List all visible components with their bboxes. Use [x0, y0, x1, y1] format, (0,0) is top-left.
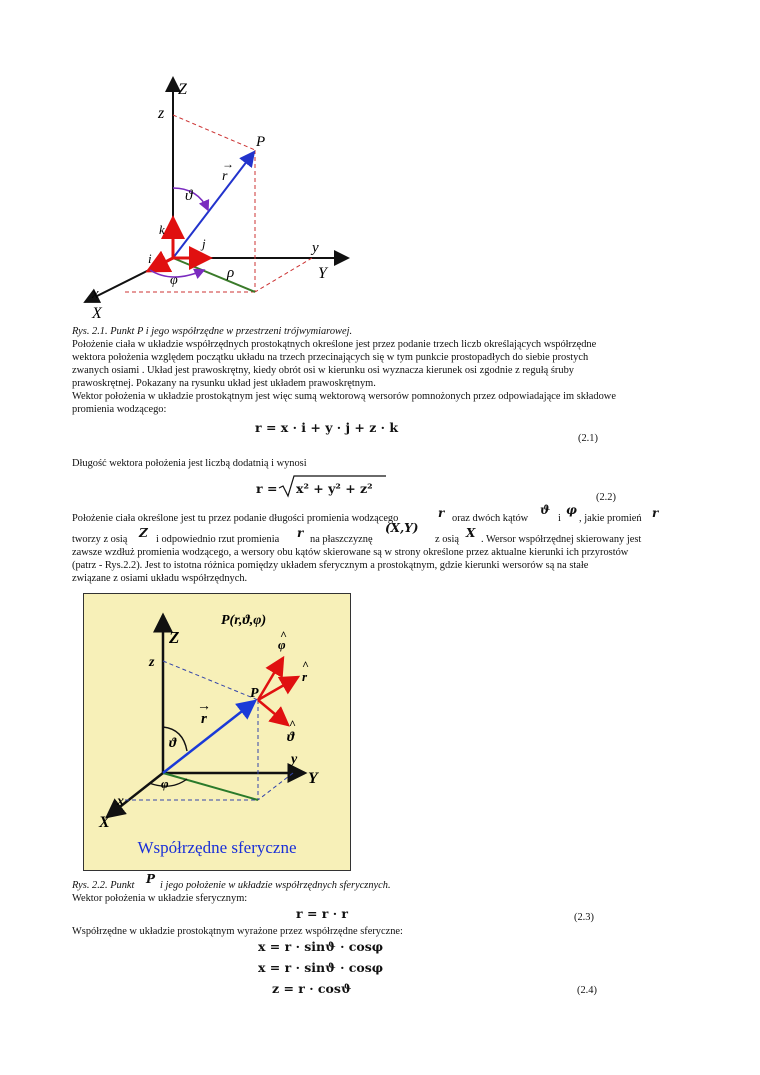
X-label: X: [99, 814, 110, 831]
symbol-phi: φ: [566, 503, 577, 517]
rho-label: ρ: [227, 265, 235, 281]
equation-2-3: r = r · r: [296, 906, 348, 921]
y-label: y: [291, 752, 298, 767]
equation-2-2-lhs: r =: [256, 481, 278, 496]
paragraph-line: Położenie ciała określone jest tu przez podanie długości promienia wodzącego: [72, 513, 399, 524]
figure-caption-2-1: Rys. 2.1. Punkt P i jego współrzędne w przestrzeni trójwymiarowej.: [72, 326, 353, 337]
x-label: x: [117, 794, 124, 809]
svg-text:^: ^: [289, 717, 296, 731]
phi-label: φ: [170, 273, 178, 288]
symbol-r: r: [652, 506, 659, 520]
Z-label: Z: [178, 81, 187, 98]
equation-2-4-line2: x = r · sinϑ · cosφ: [258, 960, 384, 975]
symbol-X: X: [466, 526, 476, 540]
equation-number: (2.4): [577, 985, 597, 996]
figure-title: P(r,ϑ,φ): [221, 613, 267, 628]
equation-2-4-line1: x = r · sinϑ · cosφ: [258, 939, 384, 954]
paragraph-fragment: . Wersor współrzędnej skierowany jest: [481, 534, 642, 545]
equation-number: (2.2): [596, 492, 616, 503]
paragraph-fragment: i: [558, 513, 561, 524]
i-unit-vector: [148, 258, 173, 271]
theta-label: ϑ: [169, 736, 177, 751]
i-label: i: [148, 251, 152, 266]
paragraph-fragment: z osią: [435, 534, 459, 545]
paragraph-line: (patrz - Rys.2.2). Jest to istotna różnica pomiędzy układem sferycznym a prostokątnym, gdzie kierunki wersorów są na stałe: [72, 560, 589, 571]
theta-hat-label: ϑ: [287, 730, 295, 745]
paragraph-line: Długość wektora położenia jest liczbą dodatnią i wynosi: [72, 458, 307, 469]
symbol-P: P: [146, 872, 156, 886]
P-label: P: [250, 686, 259, 701]
symbol-XY-plane: (X,Y): [385, 521, 419, 535]
Z-label: Z: [169, 628, 180, 647]
phi-label: φ: [161, 776, 169, 791]
equation-2-2-radicand: x² + y² + z²: [296, 481, 373, 496]
paragraph-line: wektora położenia względem początku układu na trzech przecinających się w tym punkcie prostopadłych do siebie prostych: [72, 352, 589, 363]
svg-text:^: ^: [280, 628, 287, 642]
figure-caption-2-2-rest: i jego położenie w układzie współrzędnych sferycznych.: [160, 880, 391, 891]
Y-label: Y: [308, 770, 318, 787]
equation-number: (2.3): [574, 912, 594, 923]
r-vector: [173, 152, 254, 258]
symbol-r: r: [438, 506, 445, 520]
X-label: X: [92, 305, 102, 322]
paragraph-line: prawoskrętnej. Pokazany na rysunku układ jest układem prawoskrętnym.: [72, 378, 376, 389]
svg-text:→: →: [197, 699, 211, 714]
theta-label: ϑ: [185, 188, 193, 204]
svg-text:^: ^: [302, 658, 309, 672]
paragraph-line: Współrzędne w układzie prostokątnym wyrażone przez współrzędne sferyczne:: [72, 926, 403, 937]
paragraph-fragment: , jakie promień: [579, 513, 642, 524]
figure-caption-2-2: Rys. 2.2. Punkt: [72, 880, 135, 891]
x-label: x: [92, 286, 99, 302]
z-label: z: [158, 105, 165, 122]
paragraph-line: Wektor położenia w układzie sferycznym:: [72, 893, 248, 904]
paragraph-line: związane z osiami układu współrzędnych.: [72, 573, 248, 584]
equation-2-1: r = x · i + y · j + z · k: [255, 420, 399, 435]
j-label: j: [202, 236, 206, 251]
z-label: z: [149, 655, 155, 670]
paragraph-line: zawsze wzdłuż promienia wodzącego, a wersory obu kątów skierowane są w strony określone przez aktualne kierunki ich przyrostów: [72, 547, 629, 558]
paragraph-fragment: i odpowiednio rzut promienia: [156, 534, 280, 545]
symbol-r: r: [297, 526, 304, 540]
paragraph-fragment: tworzy z osią: [72, 534, 128, 545]
phi-hat-label: φ: [278, 637, 286, 652]
equation-2-4-line3: z = r · cosϑ: [272, 981, 352, 996]
equation-number: (2.1): [578, 433, 598, 444]
paragraph-fragment: oraz dwóch kątów: [452, 513, 529, 524]
y-label: y: [312, 240, 319, 256]
paragraph-line: Wektor położenia w układzie prostokątnym jest więc sumą wektorową wersorów pomnożonych przez odpowiadające im składowe: [72, 391, 616, 402]
svg-text:→: →: [222, 157, 234, 171]
paragraph-line: Położenie ciała w układzie współrzędnych prostokątnych określone jest przez podanie trzech liczb określających współrzędne: [72, 339, 597, 350]
symbol-theta: ϑ: [540, 503, 551, 517]
figure-cartesian-coordinates: [80, 70, 370, 330]
figure-spherical-coordinates: [83, 593, 351, 871]
r-label: r: [222, 169, 228, 184]
figure-banner: Współrzędne sferyczne: [137, 838, 297, 857]
symbol-Z: Z: [139, 526, 148, 540]
rho-projection: [173, 258, 255, 292]
r-hat-label: r: [302, 669, 308, 684]
Y-label: Y: [318, 265, 327, 282]
r-label: r: [201, 711, 207, 727]
paragraph-fragment: na płaszczyznę: [310, 534, 373, 545]
k-label: k: [159, 222, 165, 237]
P-label: P: [256, 134, 266, 150]
paragraph-line: promienia wodzącego:: [72, 404, 167, 415]
paragraph-line: zwanych osiami . Układ jest prawoskrętny, kiedy obrót osi w kierunku osi wyznacza kierunek osi zgodnie z regułą śruby: [72, 365, 574, 376]
